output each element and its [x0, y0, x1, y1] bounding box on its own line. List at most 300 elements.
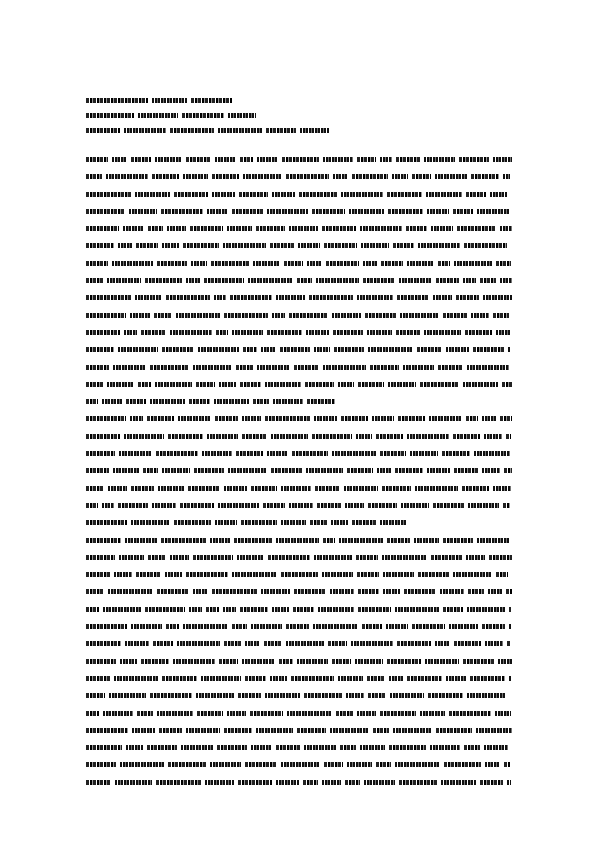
text-word-block — [332, 659, 351, 664]
text-word-block — [390, 693, 424, 698]
text-word-block — [118, 347, 158, 352]
text-word-block — [324, 243, 357, 248]
text-word-block — [482, 416, 496, 421]
text-word-block — [183, 624, 228, 629]
text-word-block — [176, 313, 220, 318]
text-word-block — [352, 174, 388, 179]
text-word-block — [504, 762, 510, 767]
text-word-block — [219, 382, 236, 387]
text-word-block — [265, 693, 300, 698]
text-word-block — [119, 451, 152, 456]
text-word-block — [435, 641, 450, 646]
text-word-block — [467, 693, 506, 698]
text-word-block — [466, 416, 478, 421]
text-word-block — [495, 711, 511, 716]
text-word-block — [367, 676, 385, 681]
text-word-block — [400, 313, 439, 318]
document-body — [86, 157, 512, 797]
text-word-block — [444, 762, 481, 767]
text-word-block — [401, 503, 429, 508]
text-word-block — [449, 624, 478, 629]
text-word-block — [326, 261, 359, 266]
text-word-block — [86, 382, 103, 387]
text-word-block — [322, 226, 356, 231]
text-word-block — [399, 780, 437, 785]
text-word-block — [356, 555, 378, 560]
text-word-block — [137, 711, 153, 716]
text-word-block — [189, 607, 202, 612]
text-word-block — [188, 486, 220, 491]
text-word-block — [493, 157, 512, 162]
text-word-block — [189, 399, 210, 404]
text-word-block — [485, 762, 500, 767]
text-word-block — [467, 607, 505, 612]
text-word-block — [86, 278, 103, 283]
text-word-block — [316, 278, 359, 283]
text-word-block — [224, 486, 247, 491]
text-word-block — [234, 538, 272, 543]
text-word-block — [463, 278, 476, 283]
text-word-block — [330, 589, 354, 594]
text-word-block — [119, 555, 144, 560]
text-word-block — [86, 451, 115, 456]
text-word-block — [357, 711, 376, 716]
text-word-block — [382, 486, 411, 491]
text-word-block — [482, 468, 500, 473]
text-word-block — [130, 313, 150, 318]
text-word-block — [500, 226, 512, 231]
text-word-block — [380, 520, 406, 525]
text-word-block — [170, 128, 214, 133]
text-word-block — [227, 226, 252, 231]
text-word-block — [112, 261, 153, 266]
text-word-block — [272, 607, 289, 612]
text-word-block — [239, 192, 268, 197]
text-word-block — [404, 589, 436, 594]
text-word-block — [261, 347, 276, 352]
text-word-block — [196, 693, 234, 698]
text-word-block — [86, 261, 108, 266]
text-word-block — [351, 641, 393, 646]
text-word-block — [86, 555, 115, 560]
text-word-block — [276, 745, 300, 750]
text-word-block — [86, 641, 121, 646]
text-word-block — [306, 330, 329, 335]
text-word-block — [323, 538, 335, 543]
text-word-block — [304, 693, 342, 698]
text-line — [86, 520, 406, 525]
text-word-block — [125, 538, 157, 543]
text-word-block — [245, 762, 277, 767]
text-word-block — [398, 416, 425, 421]
text-word-block — [108, 589, 153, 594]
text-word-block — [372, 416, 394, 421]
text-word-block — [323, 157, 353, 162]
text-word-block — [412, 624, 445, 629]
text-word-block — [181, 745, 213, 750]
text-word-block — [446, 347, 469, 352]
text-word-block — [357, 572, 379, 577]
text-word-block — [86, 589, 104, 594]
text-word-block — [454, 261, 492, 266]
text-word-block — [261, 589, 290, 594]
text-word-block — [454, 641, 481, 646]
text-word-block — [328, 641, 347, 646]
text-word-block — [242, 434, 267, 439]
text-word-block — [86, 486, 104, 491]
text-word-block — [215, 157, 236, 162]
text-word-block — [256, 226, 285, 231]
text-word-block — [360, 226, 402, 231]
text-word-block — [86, 226, 119, 231]
text-word-block — [332, 313, 361, 318]
text-word-block — [399, 278, 432, 283]
text-word-block — [297, 278, 312, 283]
text-word-block — [174, 520, 211, 525]
text-word-block — [287, 711, 332, 716]
text-word-block — [314, 416, 337, 421]
text-word-block — [86, 762, 116, 767]
text-word-block — [148, 555, 166, 560]
text-word-block — [223, 607, 236, 612]
text-word-block — [286, 641, 324, 646]
text-word-block — [443, 313, 467, 318]
text-word-block — [183, 174, 208, 179]
text-word-block — [313, 624, 358, 629]
text-word-block — [180, 503, 214, 508]
header-line — [86, 128, 329, 134]
text-word-block — [480, 780, 503, 785]
text-word-block — [265, 382, 301, 387]
text-word-block — [389, 676, 403, 681]
text-word-block — [281, 520, 306, 525]
text-line — [86, 243, 511, 248]
text-word-block — [145, 278, 182, 283]
text-word-block — [170, 330, 212, 335]
text-word-block — [219, 659, 238, 664]
text-word-block — [125, 641, 149, 646]
text-word-block — [381, 261, 403, 266]
text-word-block — [108, 486, 127, 491]
text-word-block — [191, 261, 207, 266]
text-word-block — [232, 209, 263, 214]
text-word-block — [482, 624, 505, 629]
text-word-block — [265, 416, 310, 421]
text-word-block — [191, 98, 232, 103]
text-word-block — [115, 780, 152, 785]
text-word-block — [147, 745, 177, 750]
text-word-block — [503, 503, 510, 508]
text-word-block — [293, 607, 314, 612]
text-word-block — [414, 538, 439, 543]
text-word-block — [197, 711, 223, 716]
text-word-block — [86, 780, 111, 785]
text-word-block — [407, 676, 442, 681]
text-word-block — [387, 192, 422, 197]
text-word-block — [465, 330, 492, 335]
text-word-block — [388, 382, 416, 387]
text-line — [86, 555, 512, 560]
text-word-block — [340, 745, 356, 750]
text-word-block — [420, 711, 445, 716]
text-word-block — [341, 416, 368, 421]
text-word-block — [373, 728, 389, 733]
text-word-block — [438, 365, 463, 370]
text-word-block — [210, 762, 241, 767]
text-word-block — [466, 192, 486, 197]
text-word-block — [228, 113, 256, 118]
text-word-block — [435, 174, 467, 179]
text-line — [86, 589, 512, 594]
text-word-block — [112, 157, 127, 162]
text-word-block — [362, 624, 382, 629]
text-word-block — [407, 261, 434, 266]
text-word-block — [103, 711, 133, 716]
text-word-block — [440, 589, 464, 594]
text-word-block — [236, 451, 263, 456]
text-word-block — [241, 520, 277, 525]
text-word-block — [270, 676, 287, 681]
text-word-block — [131, 157, 151, 162]
text-word-block — [477, 538, 510, 543]
text-word-block — [251, 624, 282, 629]
text-word-block — [473, 347, 504, 352]
text-word-block — [456, 295, 479, 300]
text-word-block — [190, 226, 223, 231]
text-word-block — [507, 641, 510, 646]
text-word-block — [303, 780, 318, 785]
text-word-block — [193, 555, 233, 560]
text-word-block — [484, 434, 502, 439]
text-word-block — [224, 313, 268, 318]
text-word-block — [317, 503, 341, 508]
text-word-block — [236, 365, 253, 370]
text-word-block — [224, 728, 252, 733]
text-word-block — [418, 572, 449, 577]
text-word-block — [427, 468, 450, 473]
text-line — [86, 365, 511, 370]
text-word-block — [240, 382, 261, 387]
text-word-block — [124, 330, 137, 335]
text-word-block — [333, 330, 363, 335]
text-word-block — [397, 641, 431, 646]
text-word-block — [279, 659, 293, 664]
text-word-block — [312, 434, 352, 439]
text-line — [86, 399, 338, 404]
text-word-block — [143, 468, 158, 473]
text-word-block — [480, 278, 496, 283]
text-word-block — [490, 192, 507, 197]
text-word-block — [120, 659, 137, 664]
text-word-block — [232, 572, 277, 577]
text-word-block — [365, 313, 396, 318]
text-word-block — [120, 762, 164, 767]
text-word-block — [152, 98, 187, 103]
text-word-block — [240, 157, 253, 162]
text-word-block — [338, 676, 363, 681]
text-word-block — [267, 209, 308, 214]
text-word-block — [157, 589, 189, 594]
text-word-block — [383, 589, 400, 594]
text-word-block — [193, 365, 232, 370]
text-word-block — [124, 434, 164, 439]
text-word-block — [141, 330, 166, 335]
text-word-block — [310, 520, 327, 525]
text-word-block — [162, 468, 190, 473]
text-word-block — [415, 486, 458, 491]
text-word-block — [202, 451, 232, 456]
text-word-block — [153, 641, 173, 646]
text-word-block — [334, 347, 364, 352]
text-word-block — [380, 451, 406, 456]
text-word-block — [493, 486, 511, 491]
text-word-block — [157, 261, 187, 266]
text-line — [86, 676, 511, 681]
text-line — [86, 659, 512, 664]
text-word-block — [150, 693, 192, 698]
text-word-block — [506, 434, 511, 439]
text-word-block — [86, 330, 120, 335]
text-word-block — [243, 174, 282, 179]
text-word-block — [429, 416, 462, 421]
text-word-block — [441, 780, 476, 785]
text-word-block — [86, 503, 98, 508]
text-word-block — [86, 347, 114, 352]
text-word-block — [345, 503, 364, 508]
text-word-block — [86, 157, 108, 162]
text-line — [86, 174, 510, 179]
text-word-block — [270, 243, 294, 248]
text-word-block — [509, 676, 511, 681]
text-word-block — [86, 313, 126, 318]
text-word-block — [250, 711, 283, 716]
text-word-block — [211, 261, 249, 266]
text-word-block — [463, 659, 494, 664]
text-word-block — [388, 209, 423, 214]
text-line — [86, 382, 512, 387]
text-word-block — [314, 347, 330, 352]
header-line — [86, 98, 232, 104]
text-word-block — [263, 503, 285, 508]
text-word-block — [489, 555, 512, 560]
text-word-block — [294, 365, 319, 370]
text-word-block — [86, 295, 131, 300]
text-word-block — [118, 243, 132, 248]
text-word-block — [267, 330, 302, 335]
text-word-block — [454, 468, 478, 473]
text-word-block — [387, 538, 410, 543]
text-word-block — [245, 676, 266, 681]
text-word-block — [299, 192, 337, 197]
text-word-block — [86, 98, 148, 103]
text-word-block — [484, 745, 508, 750]
text-word-block — [113, 468, 139, 473]
text-word-block — [346, 693, 364, 698]
text-word-block — [196, 382, 215, 387]
text-word-block — [186, 572, 228, 577]
text-word-block — [433, 503, 464, 508]
text-word-block — [86, 192, 131, 197]
text-word-block — [272, 192, 295, 197]
text-word-block — [186, 157, 211, 162]
text-word-block — [424, 157, 455, 162]
text-word-block — [307, 399, 335, 404]
text-word-block — [86, 468, 109, 473]
text-word-block — [161, 209, 203, 214]
text-word-block — [292, 451, 328, 456]
text-word-block — [503, 174, 510, 179]
text-word-block — [281, 486, 311, 491]
text-word-block — [86, 538, 121, 543]
text-word-block — [361, 243, 389, 248]
text-word-block — [291, 676, 334, 681]
text-word-block — [424, 330, 461, 335]
text-word-block — [86, 209, 125, 214]
text-word-block — [155, 382, 192, 387]
text-word-block — [358, 589, 379, 594]
text-word-block — [102, 399, 122, 404]
text-word-block — [339, 538, 383, 543]
text-word-block — [470, 676, 505, 681]
text-word-block — [331, 520, 348, 525]
text-word-block — [152, 174, 179, 179]
text-word-block — [496, 261, 511, 266]
text-word-block — [168, 434, 203, 439]
text-word-block — [410, 451, 438, 456]
text-word-block — [443, 538, 473, 543]
text-word-block — [418, 243, 460, 248]
text-word-block — [152, 503, 176, 508]
text-word-block — [131, 520, 170, 525]
text-word-block — [358, 382, 384, 387]
text-word-block — [86, 399, 98, 404]
text-word-block — [345, 780, 360, 785]
text-word-block — [86, 365, 109, 370]
text-line — [86, 693, 510, 698]
text-word-block — [194, 468, 224, 473]
text-word-block — [114, 572, 132, 577]
text-word-block — [395, 607, 439, 612]
text-word-block — [347, 468, 373, 473]
text-word-block — [126, 745, 143, 750]
text-word-block — [214, 399, 249, 404]
text-word-block — [148, 226, 163, 231]
text-line — [86, 313, 509, 318]
text-word-block — [476, 728, 512, 733]
text-line — [86, 416, 512, 421]
text-line — [86, 503, 510, 508]
text-word-block — [368, 503, 397, 508]
text-word-block — [204, 278, 244, 283]
text-word-block — [453, 434, 480, 439]
text-word-block — [228, 468, 267, 473]
text-word-block — [224, 641, 241, 646]
text-word-block — [138, 382, 151, 387]
text-word-block — [464, 745, 480, 750]
text-word-block — [380, 157, 392, 162]
text-word-block — [86, 728, 128, 733]
text-line — [86, 486, 511, 491]
text-word-block — [207, 434, 238, 439]
text-word-block — [271, 434, 308, 439]
text-word-block — [276, 538, 319, 543]
text-word-block — [386, 624, 408, 629]
text-word-block — [464, 243, 507, 248]
text-word-block — [352, 520, 376, 525]
text-word-block — [453, 572, 492, 577]
text-word-block — [496, 572, 508, 577]
text-word-block — [123, 226, 144, 231]
